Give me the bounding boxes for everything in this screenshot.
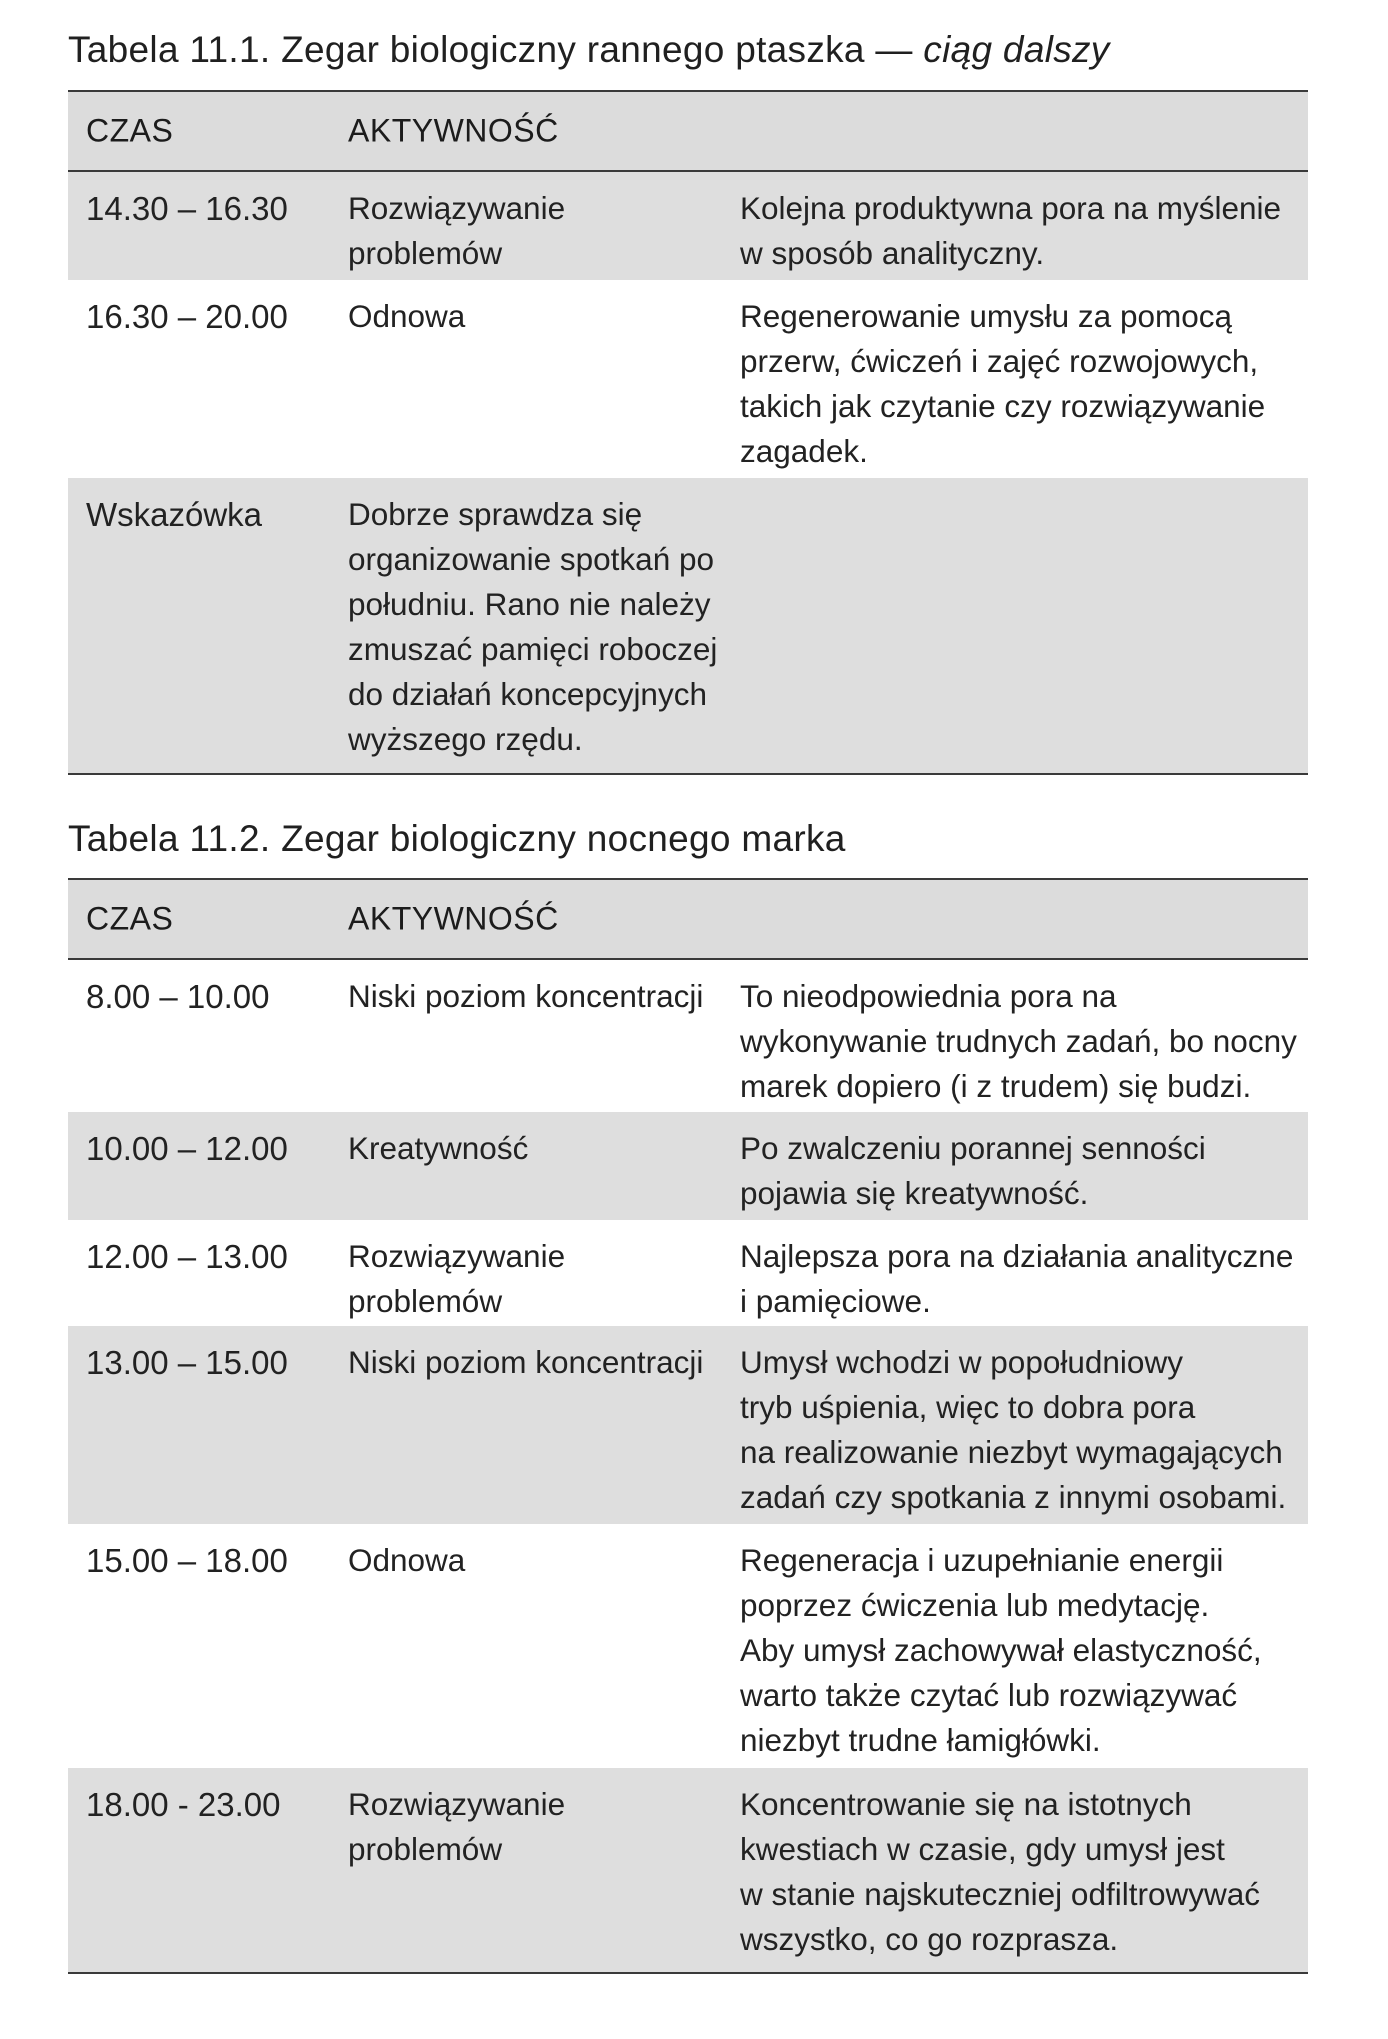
row-activity: Odnowa bbox=[348, 1542, 466, 1578]
row-description: To nieodpowiednia pora na wykonywanie trudnych zadań, bo nocny marek dopiero (i z trudem) się budzi. bbox=[740, 978, 1297, 1104]
row-description: Regeneracja i uzupełnianie energii poprzez ćwiczenia lub medytację. Aby umysł zachowywał elastyczność, warto także czytać lub rozwiązywać niezbyt trudne łamigłówki. bbox=[740, 1542, 1262, 1758]
row-time: 13.00 – 15.00 bbox=[86, 1344, 288, 1381]
row-description: Umysł wchodzi w popołudniowy tryb uśpienia, więc to dobra pora na realizowanie niezbyt wymagających zadań czy spotkania z innymi osobami. bbox=[740, 1344, 1287, 1515]
row-time: 8.00 – 10.00 bbox=[86, 978, 270, 1015]
row-description: Kolejna produktywna pora na myślenie w sposób analityczny. bbox=[740, 190, 1282, 271]
table1-caption-label: Tabela 11.1. bbox=[68, 29, 271, 70]
table1-caption bbox=[68, 28, 1110, 72]
table2-bottom-rule bbox=[68, 1972, 1308, 1974]
row-time: 16.30 – 20.00 bbox=[86, 298, 288, 335]
table1-bottom-rule bbox=[68, 773, 1308, 775]
row-activity: Niski poziom koncentracji bbox=[348, 1344, 704, 1380]
table1-col-time: CZAS bbox=[86, 112, 174, 149]
row-activity: Odnowa bbox=[348, 298, 466, 334]
table-row bbox=[68, 1220, 1308, 1326]
row-activity: Rozwiązywanie problemów bbox=[348, 1786, 566, 1867]
row-time: 18.00 - 23.00 bbox=[86, 1786, 281, 1823]
row-hint-text: Dobrze sprawdza się organizowanie spotkań po południu. Rano nie należy zmuszać pamięci roboczej do działań koncepcyjnych wyższego rzędu. bbox=[348, 496, 718, 757]
row-description: Koncentrowanie się na istotnych kwestiach w czasie, gdy umysł jest w stanie najskuteczniej odfiltrowywać wszystko, co go rozprasza. bbox=[740, 1786, 1260, 1957]
table1-col-activity: AKTYWNOŚĆ bbox=[348, 112, 559, 149]
table2-caption-title: Zegar biologiczny nocnego marka bbox=[281, 818, 846, 859]
table2-caption bbox=[68, 817, 846, 861]
table-row bbox=[68, 1326, 1308, 1524]
table1-header bbox=[68, 90, 1308, 172]
row-description: Regenerowanie umysłu za pomocą przerw, ćwiczeń i zajęć rozwojowych, takich jak czytanie czy rozwiązywanie zagadek. bbox=[740, 298, 1266, 469]
row-description: Po zwalczeniu porannej senności pojawia się kreatywność. bbox=[740, 1130, 1206, 1211]
table-row bbox=[68, 280, 1308, 478]
row-activity: Rozwiązywanie problemów bbox=[348, 1238, 566, 1319]
row-hint-label: Wskazówka bbox=[86, 496, 263, 533]
table2-col-time: CZAS bbox=[86, 900, 174, 937]
row-time: 12.00 – 13.00 bbox=[86, 1238, 288, 1275]
row-activity: Kreatywność bbox=[348, 1130, 529, 1166]
table2 bbox=[68, 878, 1308, 1973]
table2-caption-label: Tabela 11.2. bbox=[68, 818, 271, 859]
table2-header bbox=[68, 878, 1308, 960]
row-description: Najlepsza pora na działania analityczne i pamięciowe. bbox=[740, 1238, 1294, 1319]
table-row bbox=[68, 1768, 1308, 1972]
row-activity: Rozwiązywanie problemów bbox=[348, 190, 566, 271]
row-time: 15.00 – 18.00 bbox=[86, 1542, 288, 1579]
table1 bbox=[68, 90, 1308, 775]
row-time: 14.30 – 16.30 bbox=[86, 190, 288, 227]
table1-caption-title: Zegar biologiczny rannego ptaszka — bbox=[281, 29, 913, 70]
row-activity: Niski poziom koncentracji bbox=[348, 978, 704, 1014]
table2-col-activity: AKTYWNOŚĆ bbox=[348, 900, 559, 937]
table-row bbox=[68, 1524, 1308, 1768]
table-row bbox=[68, 172, 1308, 280]
table-row bbox=[68, 1112, 1308, 1220]
row-time: 10.00 – 12.00 bbox=[86, 1130, 288, 1167]
table-row bbox=[68, 960, 1308, 1112]
table1-caption-suffix: ciąg dalszy bbox=[923, 29, 1110, 70]
table-row bbox=[68, 478, 1308, 773]
